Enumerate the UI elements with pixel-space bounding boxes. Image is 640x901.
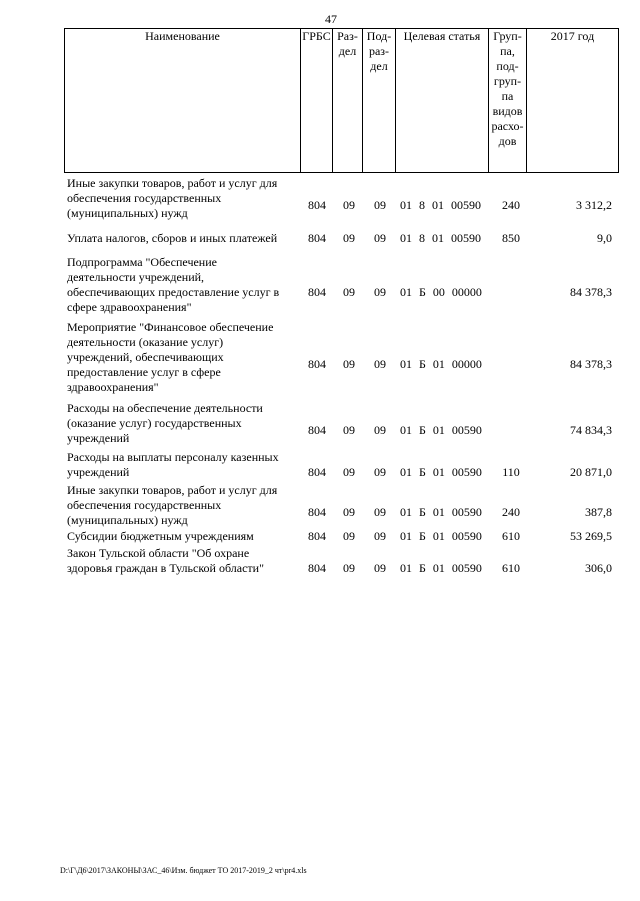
table-row (64, 483, 618, 528)
row-grbs: 804 (308, 231, 326, 245)
table-row (64, 529, 618, 544)
row-grbs: 804 (308, 198, 326, 212)
row-name-line: Подпрограмма "Обеспечение (67, 255, 217, 269)
row-name-line: предоставление услуг в сфере (67, 365, 221, 379)
row-name-line: Уплата налогов, сборов и иных платежей (67, 231, 278, 245)
row-podrazdel: 09 (374, 198, 386, 212)
row-sum-2017: 20 871,0 (570, 465, 612, 479)
header-razdel-line: Раз- (337, 29, 358, 43)
row-podrazdel: 09 (374, 285, 386, 299)
header-gruppa-line: расхо- (491, 119, 524, 133)
row-sum-2017: 84 378,3 (570, 357, 612, 371)
page-number: 47 (325, 12, 337, 26)
row-grbs: 804 (308, 505, 326, 519)
row-sum-2017: 387,8 (585, 505, 612, 519)
row-razdel: 09 (343, 505, 355, 519)
row-name (67, 546, 295, 576)
row-name-line: (муниципальных) нужд (67, 206, 188, 220)
row-name-line: учреждений (67, 465, 130, 479)
table-row (64, 320, 618, 395)
header-gruppa (489, 29, 527, 173)
table-row (64, 231, 618, 246)
header-grbs: ГРБС (301, 29, 333, 173)
row-celevaya-statya: 01 8 01 00590 (400, 198, 481, 212)
row-grbs: 804 (308, 285, 326, 299)
header-gruppa-line: груп- (493, 74, 522, 88)
header-podrazdel-line: дел (370, 59, 388, 73)
row-grbs: 804 (308, 357, 326, 371)
row-name-line: Иные закупки товаров, работ и услуг для (67, 483, 278, 497)
row-name-line: Мероприятие "Финансовое обеспечение (67, 320, 274, 334)
row-name-line: обеспечения государственных (67, 498, 222, 512)
row-name (67, 320, 295, 395)
row-name-line: здравоохранения" (67, 380, 159, 394)
row-name (67, 231, 295, 246)
row-name-line: сфере здравоохранения" (67, 300, 192, 314)
row-sum-2017: 9,0 (597, 231, 612, 245)
row-name (67, 529, 295, 544)
header-podrazdel-line: Под- (366, 29, 392, 43)
row-podrazdel: 09 (374, 465, 386, 479)
table-row (64, 255, 618, 315)
header-gruppa-line: видов (492, 104, 523, 118)
row-name (67, 255, 295, 315)
row-celevaya-statya: 01 Б 01 00590 (400, 423, 482, 437)
header-name: Наименование (65, 29, 301, 173)
row-name (67, 176, 295, 221)
row-name-line: (муниципальных) нужд (67, 513, 188, 527)
row-razdel: 09 (343, 285, 355, 299)
table-row (64, 401, 618, 446)
row-podrazdel: 09 (374, 231, 386, 245)
row-grbs: 804 (308, 561, 326, 575)
row-razdel: 09 (343, 231, 355, 245)
row-name-line: деятельности учреждений, (67, 270, 205, 284)
row-grbs: 804 (308, 423, 326, 437)
row-celevaya-statya: 01 Б 01 00590 (400, 561, 482, 575)
header-podrazdel-line: раз- (368, 44, 390, 58)
row-grbs: 804 (308, 529, 326, 543)
row-name-line: здоровья граждан в Тульской области" (67, 561, 264, 575)
row-celevaya-statya: 01 Б 00 00000 (400, 285, 482, 299)
row-sum-2017: 84 378,3 (570, 285, 612, 299)
file-path-footer: D:\Г\Д6\2017\ЗАКОНЫ\ЗАС_46\Изм. бюджет ТО 2017-2019_2 чт\pr4.xls (60, 866, 307, 875)
row-podrazdel: 09 (374, 423, 386, 437)
row-gruppa: 610 (502, 561, 520, 575)
row-gruppa: 110 (502, 465, 520, 479)
row-name-line: учреждений, обеспечивающих (67, 350, 224, 364)
header-celevaya-statya: Целевая статья (396, 29, 489, 173)
row-podrazdel: 09 (374, 529, 386, 543)
header-gruppa-line: Груп- (493, 29, 522, 43)
row-grbs: 804 (308, 465, 326, 479)
header-podrazdel (363, 29, 396, 173)
row-name-line: (оказание услуг) государственных (67, 416, 242, 430)
row-gruppa: 850 (502, 231, 520, 245)
row-gruppa: 240 (502, 198, 520, 212)
row-name-line: обеспечения государственных (67, 191, 222, 205)
row-sum-2017: 3 312,2 (576, 198, 612, 212)
row-name-line: Закон Тульской области "Об охране (67, 546, 250, 560)
row-name-line: Расходы на обеспечение деятельности (67, 401, 263, 415)
table-row (64, 546, 618, 576)
header-gruppa-line: под- (496, 59, 519, 73)
row-razdel: 09 (343, 561, 355, 575)
header-razdel-line: дел (338, 44, 357, 58)
row-name-line: Расходы на выплаты персоналу казенных (67, 450, 279, 464)
row-podrazdel: 09 (374, 505, 386, 519)
row-celevaya-statya: 01 Б 01 00590 (400, 505, 482, 519)
row-celevaya-statya: 01 8 01 00590 (400, 231, 481, 245)
row-name-line: учреждений (67, 431, 130, 445)
row-celevaya-statya: 01 Б 01 00590 (400, 465, 482, 479)
row-name-line: деятельности (оказание услуг) (67, 335, 224, 349)
row-podrazdel: 09 (374, 561, 386, 575)
header-gruppa-line: дов (498, 134, 517, 148)
row-razdel: 09 (343, 423, 355, 437)
table-row (64, 176, 618, 221)
row-sum-2017: 53 269,5 (570, 529, 612, 543)
row-sum-2017: 74 834,3 (570, 423, 612, 437)
row-podrazdel: 09 (374, 357, 386, 371)
row-razdel: 09 (343, 465, 355, 479)
row-name-line: обеспечивающих предоставление услуг в (67, 285, 280, 299)
table-header (64, 28, 619, 173)
row-razdel: 09 (343, 529, 355, 543)
row-sum-2017: 306,0 (585, 561, 612, 575)
row-name (67, 401, 295, 446)
row-name (67, 450, 295, 480)
row-razdel: 09 (343, 198, 355, 212)
row-celevaya-statya: 01 Б 01 00000 (400, 357, 482, 371)
row-gruppa: 610 (502, 529, 520, 543)
header-gruppa-line: па (501, 89, 514, 103)
header-year: 2017 год (527, 29, 619, 173)
row-name-line: Субсидии бюджетным учреждениям (67, 529, 254, 543)
table-row (64, 450, 618, 480)
header-gruppa-line: па, (500, 44, 515, 58)
row-razdel: 09 (343, 357, 355, 371)
row-celevaya-statya: 01 Б 01 00590 (400, 529, 482, 543)
header-razdel (333, 29, 363, 173)
row-gruppa: 240 (502, 505, 520, 519)
row-name-line: Иные закупки товаров, работ и услуг для (67, 176, 278, 190)
row-name (67, 483, 295, 528)
